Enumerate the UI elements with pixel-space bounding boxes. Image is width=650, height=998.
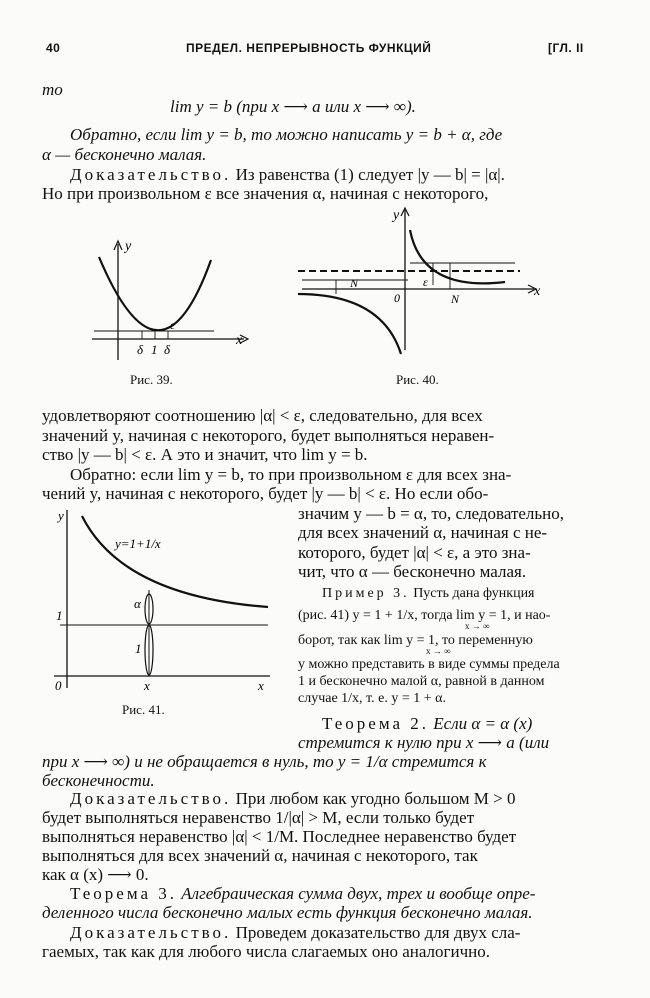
y-axis-label: y [393,208,400,223]
delta-label: δ [137,342,144,357]
x-axis-label: x [258,678,264,693]
theorem-line: деленного числа бесконечно малых есть функция бесконечно малая. [42,903,533,922]
figure-39-caption: Рис. 39. [130,372,173,387]
figure-39 [84,232,264,372]
text-line: будет выполняться неравенство 1/|α| > M, если только будет [42,808,475,827]
text-line: Но при произвольном ε все значения α, начиная с некоторого, [42,184,489,203]
text-line: выполняться для всех значений α, начиная с некоторого, так [42,846,478,865]
chapter-label: [ГЛ. II [548,41,584,55]
theorem-line [322,714,532,734]
example-line [322,585,535,602]
example-line: борот, так как lim y = 1, то переменную [298,633,533,648]
alpha-label: α [134,596,141,611]
proof-label: Доказательство. [70,923,232,942]
theorem-line [70,884,535,904]
example-line: случае 1/x, т. е. y = 1 + α. [298,691,446,706]
n-right-label: N [451,292,460,306]
delta-label: δ [164,342,171,357]
figure-40 [290,200,550,360]
text-line: удовлетворяют соотношению |α| < ε, следовательно, для всех [42,406,483,425]
example-line: (рис. 41) y = 1 + 1/x, тогда lim y = 1, и нао- [298,608,551,623]
origin-label: 0 [55,678,62,693]
theorem-line: бесконечности. [42,771,155,790]
running-title: ПРЕДЕЛ. НЕПРЕРЫВНОСТЬ ФУНКЦИЙ [186,41,432,55]
curve-label: y=1+1/x [115,536,161,551]
epsilon-label: ε [423,275,428,289]
proof-line [70,923,520,943]
figure-41 [50,508,280,698]
text-line: значений y, начиная с некоторого, будет выполняться неравен- [42,426,495,445]
proof-label: Доказательство. [70,789,232,808]
text-line: ство |y — b| < ε. А это и значит, что lim y = b. [42,445,368,464]
limit-subscript: x → ∞ [465,621,490,631]
x-axis-label: x [534,284,541,299]
example-label: Пример 3. [322,586,410,601]
proof-label: Доказательство. [70,165,232,184]
theorem-text: Если α = α (x) [433,714,533,733]
text-line: для всех значений α, начиная с не- [298,523,548,542]
text-line: чит, что α — бесконечно малая. [298,562,527,581]
one-label: 1 [151,342,158,357]
figure-40-caption: Рис. 40. [396,372,439,387]
parabola-curve [99,257,211,330]
y-axis-label: y [58,508,64,523]
text-line: то [42,80,63,99]
theorem-label: Теорема 2. [322,714,430,733]
text-line: которого, будет |α| < ε, а это зна- [298,543,531,562]
proof-line [70,165,505,185]
text-line: выполняться неравенство |α| < 1/M. Последнее неравенство будет [42,827,517,846]
proof-text: Из равенства (1) следует |y — b| = |α|. [235,165,505,184]
limit-subscript: x → ∞ [426,646,451,656]
theorem-line: при x ⟶ ∞) и не обращается в нуль, то y = 1/α стремится к [42,752,487,771]
curve-left-branch [298,294,401,354]
theorem-text: Алгебраическая сумма двух, трех и вообще опре- [181,884,536,903]
text-line: чений y, начиная с некоторого, будет |y — b| < ε. Но если обо- [42,484,489,503]
text-line: гаемых, так как для любого числа слагаемых оно аналогично. [42,942,491,961]
theorem-label: Теорема 3. [70,884,178,903]
text-line: как α (x) ⟶ 0. [42,865,149,884]
one-segment-label: 1 [135,641,142,656]
proof-line [70,789,515,809]
example-line: y можно представить в виде суммы предела [298,657,560,672]
proof-text: Проведем доказательство для двух сла- [235,923,521,942]
text-line: значим y — b = α, то, следовательно, [298,504,564,523]
text-line: Обратно, если lim y = b, то можно написать y = b + α, где [70,125,503,144]
x-axis-label: x [236,333,243,348]
figure-41-caption: Рис. 41. [122,702,165,717]
text-line: α — бесконечно малая. [42,145,207,164]
text-line: Обратно: если lim y = b, то при произвольном ε для всех зна- [70,465,512,484]
theorem-line: стремится к нулю при x ⟶ a (или [298,733,550,752]
one-axis-label: 1 [56,608,63,623]
example-line: 1 и бесконечно малой α, равной в данном [298,674,545,689]
x-tick-label: x [144,678,150,693]
n-left-label: N [350,276,359,290]
example-text: Пусть дана функция [413,586,535,601]
origin-label: 0 [394,291,400,305]
y-axis-label: y [125,239,132,254]
formula-limit: lim y = b (при x ⟶ a или x ⟶ ∞). [170,97,416,116]
page-number: 40 [46,41,61,55]
epsilon-label: ε [170,318,175,332]
hyperbola-curve [82,516,268,607]
proof-text: При любом как угодно большом M > 0 [235,789,516,808]
